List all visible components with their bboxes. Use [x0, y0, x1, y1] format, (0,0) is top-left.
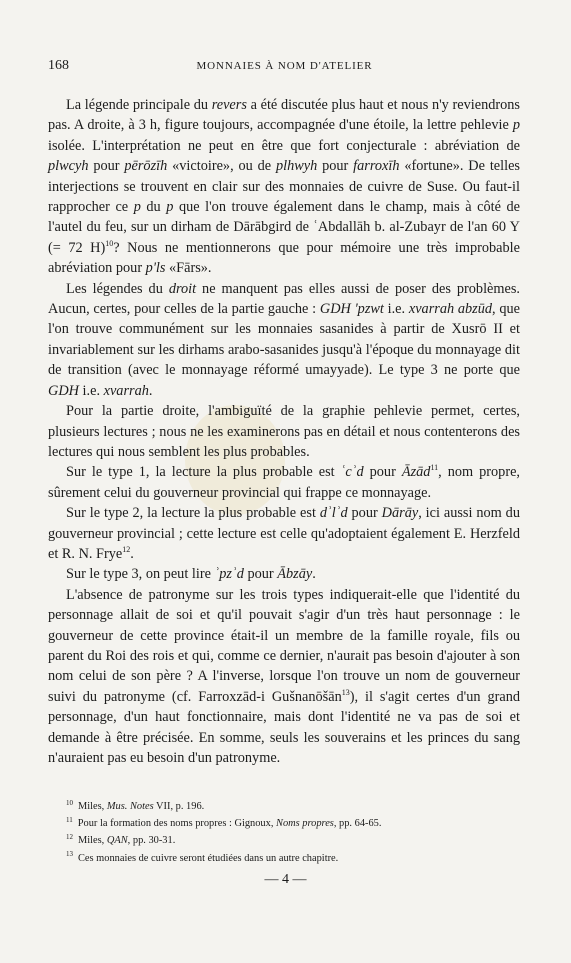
paragraph: Sur le type 1, la lecture la plus probable est ʿcʾd pour Āzād$^{11}$, nom propre, sûrement celui du gouverneur provincial qui frappe ce monnayage.	[48, 463, 521, 501]
page-number: 168	[48, 58, 69, 73]
footnote-number: 10	[66, 798, 73, 807]
footnote	[66, 798, 506, 815]
footnote-text: Pour la formation des noms propres : Gignoux, Noms propres, pp. 64-65.	[77, 818, 382, 830]
footnote-text: Miles, Mus. Notes VII, p. 196.	[78, 801, 205, 812]
paragraph: L'absence de patronyme sur les trois types indiquerait-elle que l'identité du personnage allait de soi et qu'il pouvait s'agir d'un très haut personnage : le gouverneur de cette province était-il un membre de la famille royale, fils ou parent du Roi des rois et qui, comme ce dernier, n'aurait pas besoin d'ajouter à son nom celui de son père ? A l'inverse, lorsque l'on trouve un nom de gouverneur suivi du patronyme (cf. Farroxzād-i Gušnanōšān$^{13}$), il s'agit certes d'un grand personnage, d'un haut fonctionnaire, mais dont l'identité ne va pas de soi et demande à être précisée. En somme, seuls les souverains et les princes du sang n'auraient pas eu besoin d'un patronyme.	[48, 586, 520, 766]
footnote	[66, 815, 506, 832]
page-header	[48, 58, 521, 78]
footnote-number: 12	[66, 832, 73, 841]
footnote-number: 13	[66, 850, 73, 859]
footnote-text: Ces monnaies de cuivre seront étudiées dans un autre chapitre.	[78, 852, 339, 864]
footnote-text: Miles, QAN, pp. 30-31.	[78, 835, 176, 847]
footnotes	[66, 798, 506, 867]
body-text	[48, 95, 520, 768]
paragraph: Pour la partie droite, l'ambiguïté de la graphie pehlevie permet, certes, plusieurs lectures ; nous ne les examinerons pas en détail et nous contenterons des lectures qui nous semblent les plus probables.	[48, 403, 520, 460]
footnote	[66, 832, 506, 849]
page-footer: — 4 —	[264, 872, 307, 887]
paragraph: Sur le type 3, on peut lire ʾpzʾd pour Ābzāy.	[66, 566, 316, 583]
footnote	[66, 850, 506, 867]
paragraph: Les légendes du droit ne manquent pas elles aussi de poser des problèmes. Aucun, certes, pour celles de la partie gauche : GDH 'pzwt i.e. xvarrah abzūd, que l'on trouve communément sur les monnaies sasanides à partir de Xusrō II et invariablement sur les dirhams arabo-sasanides jusqu'à l'époque du monnayage dit de transition (avec le monnayage réformé umayyade). Le type 3 ne porte que GDH i.e. xvarrah.	[48, 280, 520, 399]
paragraph: Sur le type 2, la lecture la plus probable est dʾlʾd pour Dārāy, ici aussi nom du gouverneur provincial ; cette lecture est celle qu'adoptaient également E. Herzfeld et R. N. Frye$^{12}$.	[48, 505, 520, 562]
paragraph: La légende principale du revers a été discutée plus haut et nous n'y reviendrons pas. A droite, à 3 h, figure toujours, accompagnée d'une étoile, la lettre pehlevie p isolée. L'interprétation ne peut en être que fort conjecturale : abréviation de plwcyh pour pērōzīh «victoire», ou de plhwyh pour farroxīh «fortune». De telles interjections se trouvent en clair sur des monnaies de cuivre de Suse. Ou faut-il rapprocher ce p du p que l'on trouve également dans le champ, mais à côté de l'autel du feu, sur un dirham de Dārābgird de ʿAbdallāh b. al-Zubayr de l'an 60 Y (= 72 H)$^{10}$? Nous ne mentionnerons que pour mémoire une très improbable abréviation pour p'ls «Fārs».	[48, 97, 520, 277]
running-head: MONNAIES À NOM D'ATELIER	[196, 60, 373, 72]
footnote-number: 11	[66, 815, 73, 824]
